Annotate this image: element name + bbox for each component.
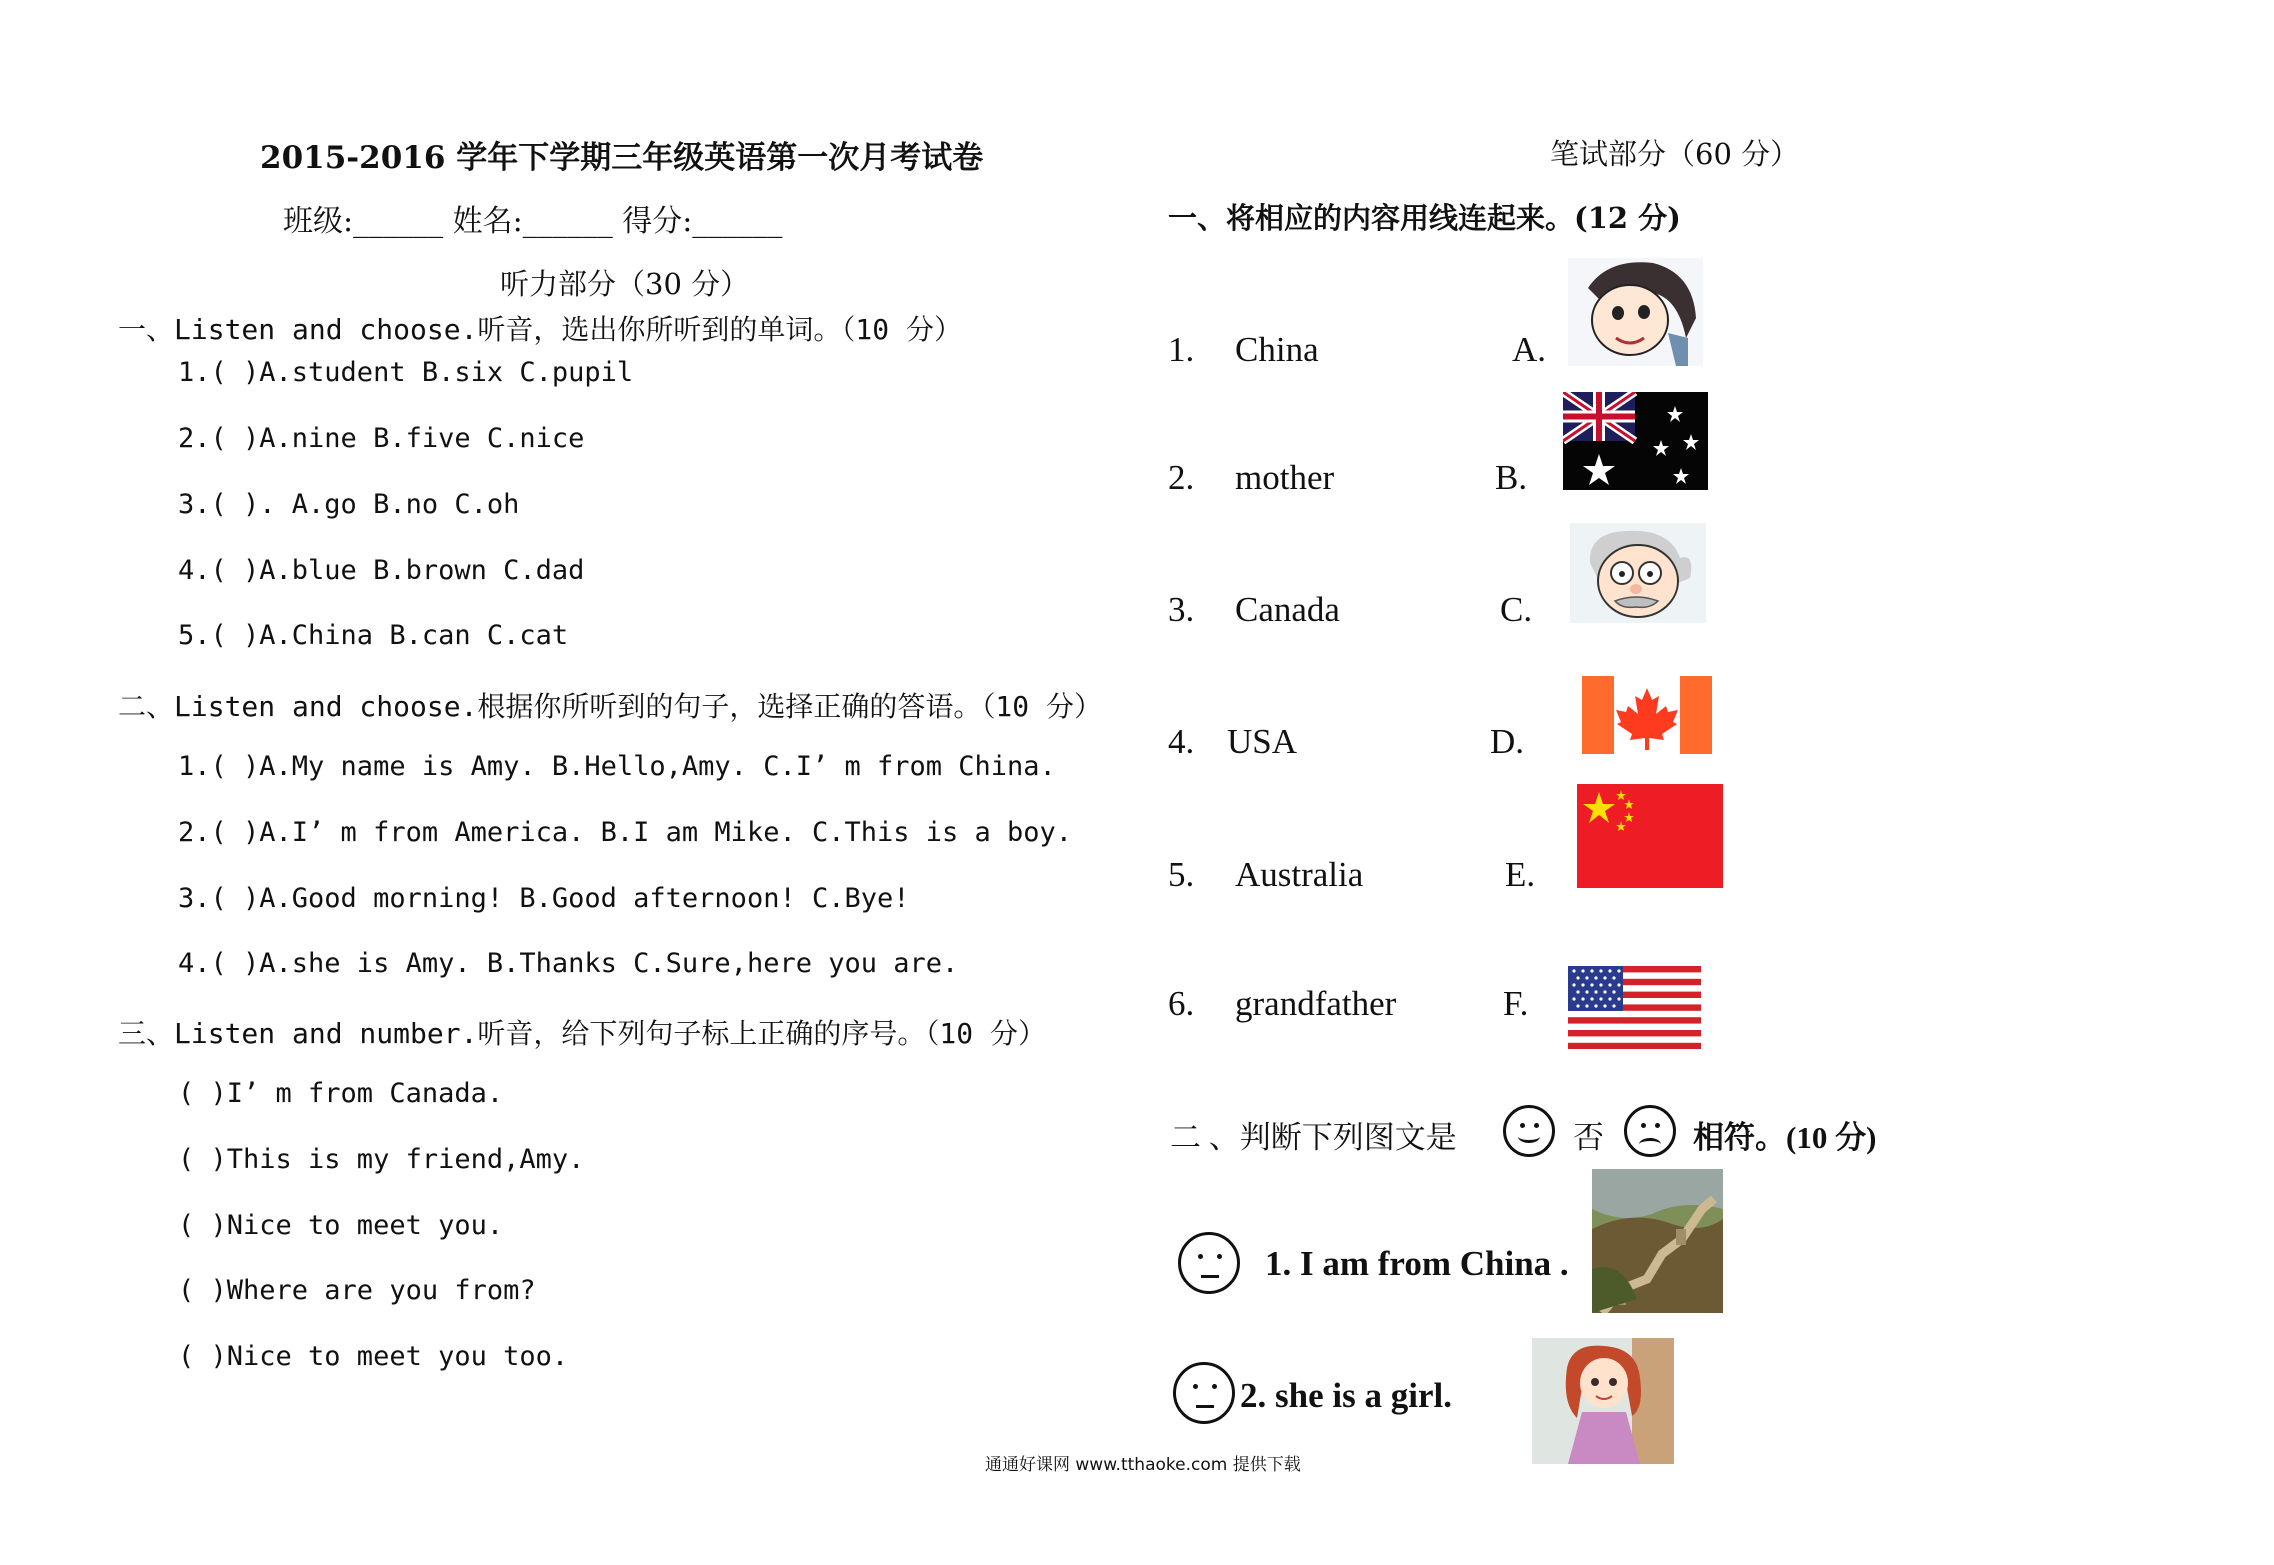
match-word: China — [1235, 330, 1319, 369]
answer-face-icon — [1178, 1232, 1240, 1294]
match-letter: C. — [1500, 590, 1533, 629]
australia-flag-image — [1563, 392, 1708, 490]
written-section-2-title-b: 否 — [1573, 1120, 1604, 1155]
number-item: ( )Nice to meet you too. — [178, 1341, 569, 1372]
match-number: 3. — [1168, 590, 1195, 629]
footer-credit: 通通好课网 www.tthaoke.com 提供下载 — [985, 1455, 1301, 1475]
listening-section-3-title: 三、Listen and number.听音，给下列句子标上正确的序号。（10 分） — [118, 1017, 1047, 1050]
match-word: Canada — [1235, 590, 1340, 629]
judge-statement: 1. I am from China . — [1265, 1244, 1569, 1283]
listening-section-1-title: 一、Listen and choose.听音，选出你所听到的单词。（10 分） — [118, 313, 963, 346]
match-word: Australia — [1235, 855, 1364, 894]
match-letter: A. — [1512, 330, 1547, 369]
question-item: 5.( )A.China B.can C.cat — [178, 620, 569, 651]
written-section-1-title: 一、将相应的内容用线连起来。(12 分) — [1168, 201, 1681, 235]
question-item: 4.( )A.she is Amy. B.Thanks C.Sure,here you are. — [178, 948, 959, 979]
match-letter: D. — [1490, 722, 1525, 761]
grandfather-cartoon-image — [1570, 523, 1706, 623]
smiley-face-icon — [1503, 1105, 1555, 1157]
match-word: grandfather — [1235, 984, 1397, 1023]
written-section-2-title-a: 二 、判断下列图文是 — [1170, 1120, 1457, 1155]
usa-flag-image — [1568, 966, 1701, 1049]
match-letter: F. — [1503, 984, 1529, 1023]
question-item: 4.( )A.blue B.brown C.dad — [178, 555, 585, 586]
match-word: mother — [1235, 458, 1335, 497]
question-item: 2.( )A.I’ m from America. B.I am Mike. C.This is a boy. — [178, 817, 1073, 848]
written-section-2-title-c: 相符。(10 分) — [1693, 1120, 1877, 1155]
number-item: ( )Where are you from? — [178, 1275, 536, 1306]
match-word: USA — [1227, 722, 1298, 761]
listening-section-2-title: 二、Listen and choose.根据你所听到的句子，选择正确的答语。（10 分） — [118, 690, 1103, 723]
girl-photo-image — [1532, 1338, 1674, 1464]
match-letter: E. — [1505, 855, 1536, 894]
written-heading: 笔试部分（60 分） — [1550, 137, 1800, 171]
answer-face-icon — [1173, 1362, 1235, 1424]
question-item: 2.( )A.nine B.five C.nice — [178, 423, 585, 454]
question-item: 3.( ). A.go B.no C.oh — [178, 489, 520, 520]
listening-heading: 听力部分（30 分） — [500, 267, 750, 301]
number-item: ( )This is my friend,Amy. — [178, 1144, 585, 1175]
exam-title: 2015-2016 学年下学期三年级英语第一次月考试卷 — [260, 140, 984, 176]
china-flag-image — [1577, 784, 1723, 888]
match-number: 1. — [1168, 330, 1195, 369]
match-letter: B. — [1495, 458, 1528, 497]
match-number: 4. — [1168, 722, 1195, 761]
judge-statement: 2. she is a girl. — [1240, 1376, 1452, 1415]
match-number: 2. — [1168, 458, 1195, 497]
girl-cartoon-image — [1568, 258, 1703, 366]
question-item: 3.( )A.Good morning! B.Good afternoon! C.Bye! — [178, 883, 910, 914]
great-wall-image — [1592, 1169, 1723, 1313]
canada-flag-image — [1582, 676, 1712, 754]
number-item: ( )Nice to meet you. — [178, 1210, 504, 1241]
number-item: ( )I’ m from Canada. — [178, 1078, 504, 1109]
match-number: 5. — [1168, 855, 1195, 894]
match-number: 6. — [1168, 984, 1195, 1023]
question-item: 1.( )A.My name is Amy. B.Hello,Amy. C.I’ m from China. — [178, 751, 1056, 782]
student-info-line: 班级:______ 姓名:______ 得分:______ — [283, 204, 783, 239]
sad-face-icon — [1624, 1105, 1676, 1157]
question-item: 1.( )A.student B.six C.pupil — [178, 357, 634, 388]
